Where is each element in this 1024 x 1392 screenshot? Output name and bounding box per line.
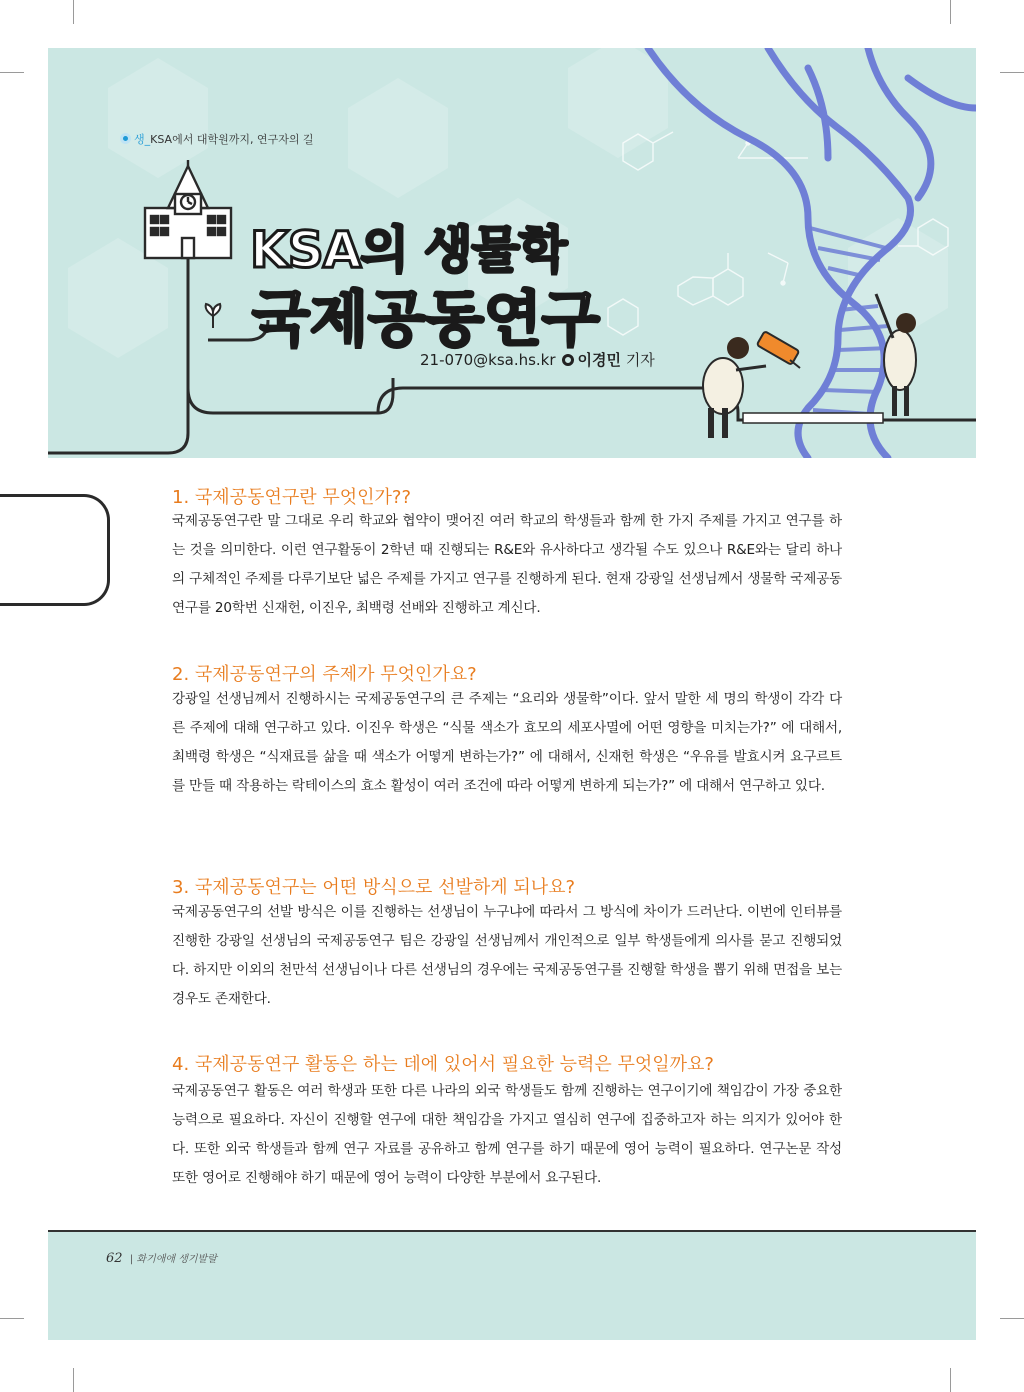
footer-separator: | bbox=[126, 1254, 137, 1265]
byline bbox=[420, 349, 655, 370]
answer-paragraph-3: 국제공동연구의 선발 방식은 이를 진행하는 선생님이 누구냐에 따라서 그 방식에 차이가 드러난다. 이번에 인터뷰를 진행한 강광일 선생님의 국제공동연구 팀은 강광일 선생님께서 개인적으로 일부 학생들에게 의사를 묻고 진행되었다. 하지만 이외의 천만석 선생님이나 다른 선생님의 경우에는 국제공동연구를 진행할 학생을 뽑기 위해 면접을 보는 경우도 존재한다. bbox=[172, 904, 842, 1007]
footer-band bbox=[48, 1230, 976, 1340]
lab-table bbox=[743, 413, 883, 423]
kicker-text: KSA에서 대학원까지, 연구자의 길 bbox=[150, 133, 314, 146]
kicker-bullet-icon bbox=[120, 133, 131, 144]
author-role: 기자 bbox=[625, 351, 655, 369]
sprout-icon bbox=[206, 304, 221, 328]
syringe-icon bbox=[757, 331, 800, 368]
crop-mark bbox=[0, 72, 24, 73]
answer-paragraph-2: 강광일 선생님께서 진행하시는 국제공동연구의 큰 주제는 “요리와 생물학”이다. 앞서 말한 세 명의 학생이 각각 다른 주제에 대해 연구하고 있다. 이진우 학생은 “식물 색소가 효모의 세포사멸에 어떤 영향을 미치는가?” 에 대해서, 최백령 학생은 “식재료를 삶을 때 색소가 어떻게 변하는가?” 에 대해서, 신재헌 학생은 “우유를 발효시켜 요구르트를 만들 때 작용하는 락테이스의 효소 활성이 여러 조건에 따라 어떻게 변하게 되는가?” 에 대해서 연구하고 있다. bbox=[172, 691, 842, 794]
crop-mark bbox=[1000, 1318, 1024, 1319]
section-kicker bbox=[120, 131, 314, 147]
crop-mark bbox=[950, 1368, 951, 1392]
author-email: 21-070@ksa.hs.kr bbox=[420, 351, 556, 369]
answer-paragraph-4: 국제공동연구 활동은 여러 학생과 또한 다른 나라의 외국 학생들도 함께 진행하는 연구이기에 책임감이 가장 중요한 능력으로 필요하다. 자신이 진행할 연구에 대한 책임감을 가지고 열심히 연구에 집중하고자 하는 의지가 있어야 한다. 또한 외국 학생들과 함께 연구 자료를 공유하고 함께 연구를 하기 때문에 영어 능력이 필요하다. 연구논문 작성 또한 영어로 진행해야 하기 때문에 영어 능력이 다양한 부분에서 요구된다. bbox=[172, 1083, 842, 1186]
author-name: 이경민 bbox=[577, 351, 622, 369]
answer-paragraph-1: 국제공동연구란 말 그대로 우리 학교와 협약이 맺어진 여러 학교의 학생들과 함께 한 가지 주제를 가지고 연구를 하는 것을 의미한다. 이런 연구활동이 2학년 때 진행되는 R&E와 유사하다고 생각될 수도 있으나 R&E와는 달리 하나의 구체적인 주제를 다루기보단 넓은 주제를 가지고 연구를 진행하게 된다. 현재 강광일 선생님께서 생물학 국제공동연구를 20학번 신재헌, 이진우, 최백령 선배와 진행하고 계신다. bbox=[172, 513, 842, 616]
crop-mark bbox=[73, 1368, 74, 1392]
question-heading-3: 3. 국제공동연구는 어떤 방식으로 선발하게 되나요? bbox=[172, 877, 576, 898]
side-tab-decoration bbox=[0, 494, 110, 606]
page-footer bbox=[106, 1250, 217, 1266]
page-title-line1: KSA의 생물학 bbox=[250, 221, 567, 279]
question-heading-2: 2. 국제공동연구의 주제가 무엇인가요? bbox=[172, 664, 477, 685]
page-number: 62 bbox=[106, 1251, 123, 1266]
crop-mark bbox=[0, 1318, 24, 1319]
byline-ring-icon bbox=[562, 354, 574, 366]
question-heading-4: 4. 국제공동연구 활동은 하는 데에 있어서 필요한 능력은 무엇일까요? bbox=[172, 1054, 714, 1075]
path-line bbox=[378, 388, 976, 420]
question-heading-1: 1. 국제공동연구란 무엇인가?? bbox=[172, 487, 411, 508]
footer-rule bbox=[48, 1230, 976, 1232]
crop-mark bbox=[950, 0, 951, 24]
footer-section-name: 화기애애 생기발랄 bbox=[136, 1254, 217, 1265]
crop-mark bbox=[73, 0, 74, 24]
page-title-line2: 국제공동연구 bbox=[252, 285, 600, 355]
crop-mark bbox=[1000, 72, 1024, 73]
kicker-lead: 생_ bbox=[134, 133, 151, 146]
